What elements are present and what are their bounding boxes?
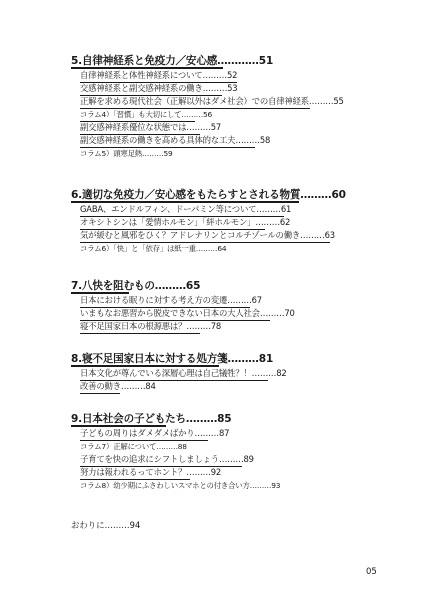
toc-entry bbox=[80, 204, 391, 217]
toc-entry-underline bbox=[80, 333, 200, 334]
toc-entry bbox=[80, 368, 391, 381]
toc-column-entry bbox=[80, 148, 391, 161]
section-title bbox=[71, 412, 391, 428]
section-title-text: 5.自律神経系と免疫力／安心感…………51 bbox=[71, 55, 274, 67]
toc-section-5 bbox=[71, 54, 391, 161]
toc-entry-text: 正解を求める現代社会（正解以外はダメ社会）での自律神経系………55 bbox=[80, 96, 344, 106]
toc-section-8 bbox=[71, 352, 391, 394]
toc-entry-text: 日本文化が尊んでいる深層心理は自己犠牲？！………82 bbox=[80, 368, 287, 378]
toc-entry-text: 交感神経系と副交感神経系の働き………53 bbox=[80, 83, 238, 93]
toc-entry bbox=[80, 122, 391, 135]
section-title-underline bbox=[71, 425, 166, 427]
toc-column-entry bbox=[80, 109, 391, 122]
toc-entry-text: コラム8）幼少期にふさわしいスマホとの付き合い方………93 bbox=[80, 481, 281, 490]
toc-entry-text: 気が緩むと風邪をひく？アドレナリンとコルチゾールの働き………63 bbox=[80, 230, 335, 240]
toc-entry-text: 日本における眠りに対する考え方の変遷………67 bbox=[80, 295, 262, 305]
toc-entry-text: 自律神経系と体性神経系について………52 bbox=[80, 70, 238, 80]
toc-entry-text: GABA、エンドルフィン、ドーパミン等について………61 bbox=[80, 204, 292, 214]
toc-entry-text: 副交感神経系優位な状態では………57 bbox=[80, 122, 222, 132]
section-title-underline bbox=[71, 67, 223, 69]
section-title-underline bbox=[71, 201, 299, 203]
section-title bbox=[71, 279, 391, 295]
toc-entry-text: 副交感神経系の働きを高める具体的な工夫………58 bbox=[80, 135, 271, 145]
section-title-text: 9.日本社会の子どもたち………85 bbox=[71, 413, 232, 425]
toc-entry bbox=[80, 308, 391, 321]
toc-entry bbox=[80, 96, 391, 109]
toc-entry bbox=[80, 70, 391, 83]
section-title bbox=[71, 352, 391, 368]
toc-entry-text: コラム4）「習慣」も大切にして………56 bbox=[80, 110, 212, 119]
toc-entry bbox=[80, 230, 391, 243]
toc-entry bbox=[80, 295, 391, 308]
toc-entry bbox=[80, 83, 391, 96]
section-title-text: 6.適切な免疫力／安心感をもたらすとされる物質………60 bbox=[71, 189, 346, 201]
toc-entry-text: 努力は報われるってホント？………92 bbox=[80, 467, 222, 477]
section-title-underline bbox=[71, 292, 129, 294]
toc-entry-text: 寝不足国家日本の根源悪は？………78 bbox=[80, 321, 222, 331]
toc-entry-text: 子どもの周りはダメダメばかり………87 bbox=[80, 428, 230, 438]
toc-entry-text: 改善の動き………84 bbox=[80, 381, 156, 391]
page-number: 05 bbox=[366, 567, 377, 577]
section-title-underline bbox=[71, 365, 219, 367]
toc-entry bbox=[80, 135, 391, 148]
closing-entry: おわりに………94 bbox=[71, 520, 141, 530]
toc-entry bbox=[80, 428, 391, 441]
toc-column-entry bbox=[80, 480, 391, 493]
toc-column-entry bbox=[80, 441, 391, 454]
toc-entry-text: コラム7）正解について………88 bbox=[80, 442, 187, 451]
toc-entry bbox=[80, 321, 391, 334]
toc-section-6 bbox=[71, 188, 391, 256]
toc-section-9 bbox=[71, 412, 391, 493]
section-title-text: 7.八快を阻むもの………65 bbox=[71, 280, 201, 292]
toc-entry bbox=[80, 467, 391, 480]
toc-entry-text: コラム6）「快」と「依存」は紙一重………64 bbox=[80, 244, 227, 253]
section-title-text: 8.寝不足国家日本に対する処方箋………81 bbox=[71, 353, 274, 365]
toc-entry-text: いまもなお悪習から脱皮できない日本の大人社会………70 bbox=[80, 308, 295, 318]
toc-entry bbox=[80, 381, 391, 394]
toc-entry-text: 子育てを快の追求にシフトしましょう………89 bbox=[80, 454, 254, 464]
toc-entry-underline bbox=[80, 393, 120, 394]
toc-entry-text: オキシトシンは「愛情ホルモン」「絆ホルモン」………62 bbox=[80, 217, 291, 227]
toc-entry bbox=[80, 454, 391, 467]
toc-section-7 bbox=[71, 279, 391, 334]
toc-entry bbox=[80, 217, 391, 230]
section-title bbox=[71, 54, 391, 70]
toc-entry-text: コラム5）頭寒足熱………59 bbox=[80, 149, 173, 158]
toc-column-entry bbox=[80, 243, 391, 256]
section-title bbox=[71, 188, 391, 204]
